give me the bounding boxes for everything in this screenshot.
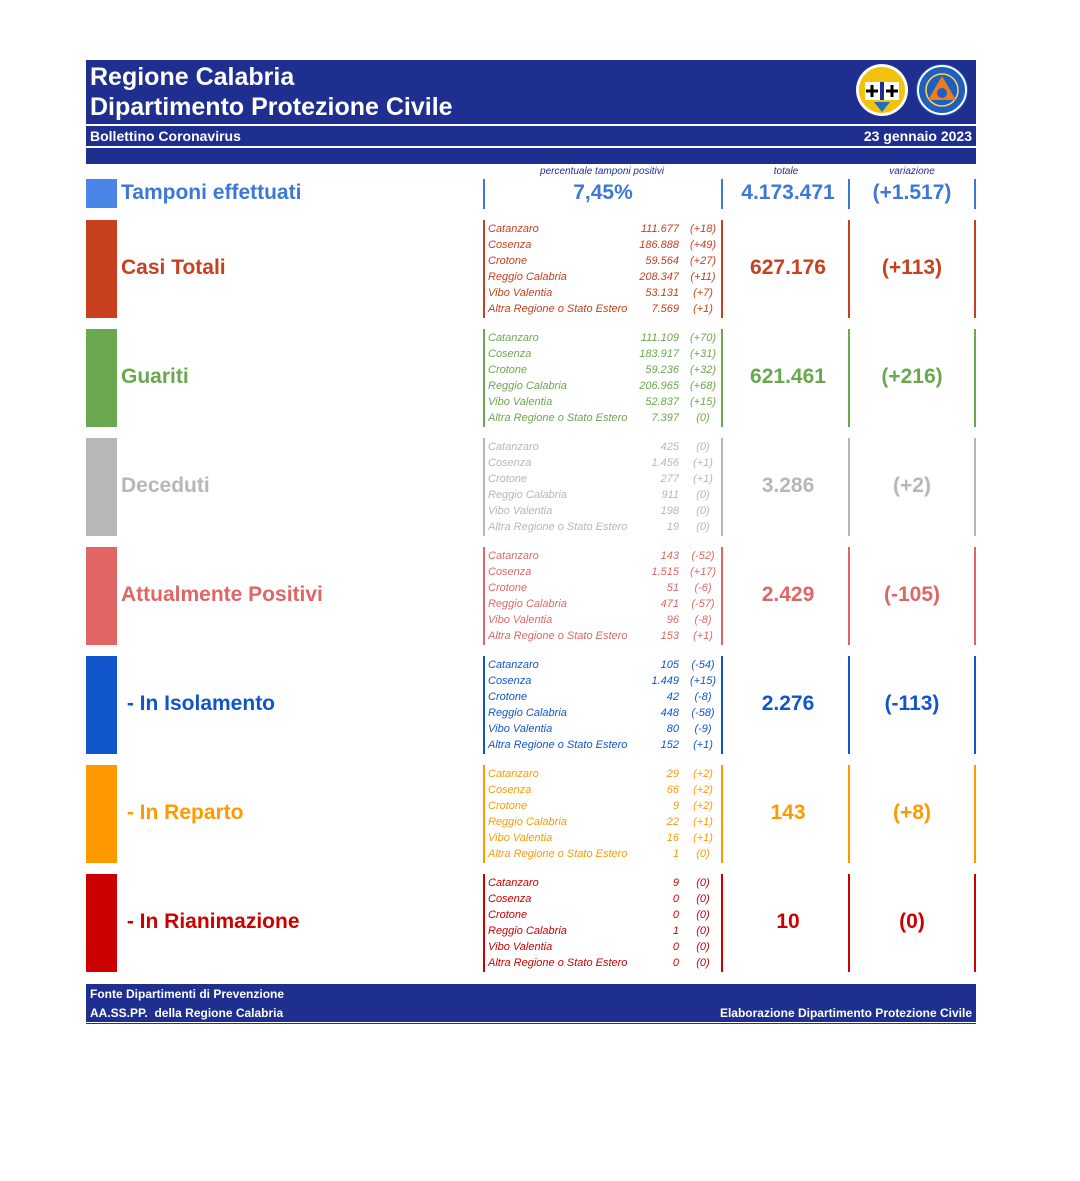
province-change: (+2) <box>693 784 713 796</box>
tests-label: Tamponi effettuati <box>121 181 302 204</box>
province-name: Altra Regione o Stato Estero <box>488 412 628 424</box>
province-line <box>488 612 723 628</box>
province-change: (0) <box>696 848 710 860</box>
stat-row <box>86 329 976 427</box>
province-change: (+27) <box>690 255 716 267</box>
province-change: (+15) <box>690 396 716 408</box>
province-line <box>488 378 723 394</box>
province-value: 425 <box>660 441 679 453</box>
province-name: Cosenza <box>488 566 532 578</box>
province-value: 1 <box>672 925 679 937</box>
province-value: 111.109 <box>640 332 679 344</box>
province-value: 1.449 <box>651 675 679 687</box>
province-change: (0) <box>696 893 710 905</box>
province-value: 59.236 <box>645 364 679 376</box>
province-change: (-6) <box>694 582 712 594</box>
province-line <box>488 269 723 285</box>
province-change: (-58) <box>691 707 715 719</box>
province-change: (+31) <box>690 348 716 360</box>
protezione-civile-logo-icon <box>916 64 968 116</box>
province-value: 198 <box>660 505 679 517</box>
province-breakdown <box>488 439 723 535</box>
province-line <box>488 737 723 753</box>
province-value: 0 <box>672 893 679 905</box>
province-change: (+70) <box>690 332 716 344</box>
province-name: Altra Regione o Stato Estero <box>488 630 628 642</box>
province-name: Reggio Calabria <box>488 598 567 610</box>
bulletin-title: Bollettino Coronavirus <box>90 128 241 144</box>
province-name: Catanzaro <box>488 877 539 889</box>
province-change: (-8) <box>694 691 712 703</box>
province-line <box>488 503 723 519</box>
province-name: Altra Regione o Stato Estero <box>488 521 628 533</box>
province-name: Crotone <box>488 691 528 703</box>
province-change: (+1) <box>693 473 713 485</box>
column-divider <box>483 329 485 427</box>
province-value: 206.965 <box>639 380 679 392</box>
province-change: (+11) <box>690 271 716 283</box>
province-line <box>488 923 723 939</box>
column-divider <box>974 220 976 318</box>
province-line <box>488 564 723 580</box>
province-value: 1.456 <box>651 457 679 469</box>
percent-column-header: percentuale tamponi positivi <box>540 166 664 177</box>
province-value: 111.677 <box>640 223 679 235</box>
province-name: Vibo Valentia <box>488 832 553 844</box>
province-value: 29 <box>666 768 679 780</box>
row-label: - In Reparto <box>121 801 244 824</box>
province-name: Cosenza <box>488 893 532 905</box>
province-name: Reggio Calabria <box>488 707 567 719</box>
province-line <box>488 237 723 253</box>
bulletin-date: 23 gennaio 2023 <box>863 128 972 144</box>
province-line <box>488 891 723 907</box>
column-divider <box>483 438 485 536</box>
province-value: 19 <box>666 521 679 533</box>
province-name: Catanzaro <box>488 441 539 453</box>
province-name: Vibo Valentia <box>488 941 553 953</box>
column-divider <box>721 179 723 209</box>
province-change: (+1) <box>693 457 713 469</box>
province-change: (0) <box>696 412 710 424</box>
row-label: Attualmente Positivi <box>121 583 323 606</box>
province-change: (+7) <box>693 287 713 299</box>
province-name: Catanzaro <box>488 332 539 344</box>
column-divider <box>974 438 976 536</box>
province-change: (0) <box>696 441 710 453</box>
province-name: Reggio Calabria <box>488 925 567 937</box>
row-total: 143 <box>770 801 806 824</box>
province-value: 1.515 <box>651 566 679 578</box>
province-line <box>488 846 723 862</box>
province-name: Cosenza <box>488 457 532 469</box>
province-line <box>488 596 723 612</box>
province-value: 153 <box>660 630 679 642</box>
title-department: Dipartimento Protezione Civile <box>90 93 453 121</box>
province-line <box>488 410 723 426</box>
province-change: (+18) <box>690 223 716 235</box>
province-change: (+15) <box>690 675 716 687</box>
province-name: Cosenza <box>488 784 532 796</box>
province-value: 0 <box>672 909 679 921</box>
source-line-2: AA.SS.PP. della Regione Calabria <box>90 1006 284 1020</box>
province-change: (+49) <box>690 239 716 251</box>
header-divider-bottom <box>86 146 976 148</box>
province-line <box>488 253 723 269</box>
row-variation: (-113) <box>884 692 940 715</box>
province-line <box>488 657 723 673</box>
stat-row <box>86 438 976 536</box>
row-label: - In Rianimazione <box>121 910 300 933</box>
row-color-marker <box>86 438 117 536</box>
province-name: Catanzaro <box>488 768 539 780</box>
tests-color-marker <box>86 179 117 208</box>
province-breakdown <box>488 766 723 862</box>
row-total: 627.176 <box>750 256 826 279</box>
province-change: (0) <box>696 909 710 921</box>
row-color-marker <box>86 547 117 645</box>
province-line <box>488 487 723 503</box>
row-color-marker <box>86 220 117 318</box>
province-value: 9 <box>672 800 679 812</box>
province-value: 16 <box>666 832 679 844</box>
province-name: Vibo Valentia <box>488 723 553 735</box>
stat-row <box>86 547 976 645</box>
province-breakdown <box>488 221 723 317</box>
row-label: - In Isolamento <box>121 692 276 715</box>
column-divider <box>974 656 976 754</box>
row-label: Guariti <box>121 365 189 388</box>
province-line <box>488 830 723 846</box>
column-divider <box>974 765 976 863</box>
province-line <box>488 285 723 301</box>
province-value: 105 <box>660 659 679 671</box>
province-value: 7.397 <box>651 412 679 424</box>
tests-variation: (+1.517) <box>872 181 952 204</box>
stat-row <box>86 220 976 318</box>
tests-row <box>86 179 976 209</box>
province-value: 186.888 <box>639 239 679 251</box>
province-change: (-8) <box>694 614 712 626</box>
column-divider <box>974 547 976 645</box>
province-line <box>488 721 723 737</box>
total-column-header: totale <box>773 166 799 177</box>
stat-row <box>86 874 976 972</box>
province-value: 911 <box>661 489 679 501</box>
province-change: (0) <box>696 505 710 517</box>
row-variation: (+8) <box>893 801 931 824</box>
header-banner <box>86 60 976 164</box>
province-change: (+68) <box>690 380 716 392</box>
province-change: (0) <box>696 521 710 533</box>
province-value: 152 <box>660 739 679 751</box>
row-total: 2.276 <box>761 692 815 715</box>
column-divider <box>974 329 976 427</box>
column-divider <box>483 874 485 972</box>
province-name: Crotone <box>488 364 528 376</box>
footer-divider <box>86 1022 976 1023</box>
variation-column-header: variazione <box>889 166 935 177</box>
province-change: (-52) <box>691 550 715 562</box>
province-line <box>488 330 723 346</box>
column-divider <box>974 874 976 972</box>
province-line <box>488 939 723 955</box>
province-name: Reggio Calabria <box>488 816 567 828</box>
province-change: (0) <box>696 925 710 937</box>
province-value: 277 <box>660 473 679 485</box>
footer-banner <box>86 984 976 1024</box>
province-name: Catanzaro <box>488 659 539 671</box>
province-line <box>488 798 723 814</box>
regione-calabria-coat-of-arms-icon <box>856 64 908 116</box>
province-name: Vibo Valentia <box>488 287 553 299</box>
province-value: 51 <box>666 582 679 594</box>
tests-total: 4.173.471 <box>741 181 835 204</box>
province-value: 183.917 <box>639 348 679 360</box>
province-change: (+1) <box>693 832 713 844</box>
province-name: Crotone <box>488 255 528 267</box>
province-value: 66 <box>666 784 679 796</box>
row-label: Deceduti <box>121 474 210 497</box>
province-value: 59.564 <box>645 255 679 267</box>
province-breakdown <box>488 330 723 426</box>
row-label: Casi Totali <box>121 256 226 279</box>
row-variation: (+113) <box>881 256 943 279</box>
province-name: Catanzaro <box>488 223 539 235</box>
province-name: Vibo Valentia <box>488 614 553 626</box>
province-change: (0) <box>696 957 710 969</box>
province-line <box>488 580 723 596</box>
province-line <box>488 628 723 644</box>
province-name: Cosenza <box>488 675 532 687</box>
province-change: (-54) <box>691 659 715 671</box>
province-change: (+32) <box>690 364 716 376</box>
province-line <box>488 548 723 564</box>
stat-row <box>86 765 976 863</box>
column-divider <box>974 179 976 209</box>
column-divider <box>483 547 485 645</box>
province-line <box>488 455 723 471</box>
row-total: 2.429 <box>761 583 815 606</box>
province-change: (-57) <box>691 598 715 610</box>
province-change: (0) <box>696 941 710 953</box>
province-line <box>488 394 723 410</box>
row-color-marker <box>86 765 117 863</box>
province-name: Vibo Valentia <box>488 505 553 517</box>
province-name: Catanzaro <box>488 550 539 562</box>
row-total: 3.286 <box>761 474 815 497</box>
province-change: (0) <box>696 489 710 501</box>
province-line <box>488 689 723 705</box>
province-name: Crotone <box>488 800 528 812</box>
province-line <box>488 705 723 721</box>
province-value: 0 <box>672 957 679 969</box>
province-change: (+1) <box>693 303 713 315</box>
column-divider <box>483 656 485 754</box>
province-name: Vibo Valentia <box>488 396 553 408</box>
province-name: Altra Regione o Stato Estero <box>488 957 628 969</box>
row-variation: (+2) <box>893 474 931 497</box>
province-line <box>488 471 723 487</box>
province-name: Altra Regione o Stato Estero <box>488 303 628 315</box>
province-value: 9 <box>672 877 679 889</box>
province-name: Crotone <box>488 582 528 594</box>
province-value: 52.837 <box>645 396 679 408</box>
province-change: (+1) <box>693 630 713 642</box>
province-value: 80 <box>666 723 679 735</box>
province-line <box>488 814 723 830</box>
column-divider <box>848 179 850 209</box>
province-value: 448 <box>660 707 679 719</box>
row-color-marker <box>86 329 117 427</box>
province-name: Reggio Calabria <box>488 271 567 283</box>
province-name: Altra Regione o Stato Estero <box>488 848 628 860</box>
province-line <box>488 955 723 971</box>
province-line <box>488 875 723 891</box>
province-value: 22 <box>666 816 679 828</box>
source-line-1: Fonte Dipartimenti di Prevenzione <box>90 987 285 1001</box>
province-value: 471 <box>660 598 679 610</box>
row-total: 10 <box>776 910 800 933</box>
province-line <box>488 766 723 782</box>
credit-line: Elaborazione Dipartimento Protezione Civile <box>719 1006 972 1020</box>
province-line <box>488 301 723 317</box>
title-region: Regione Calabria <box>90 63 295 91</box>
province-name: Cosenza <box>488 348 532 360</box>
province-line <box>488 907 723 923</box>
province-change: (+2) <box>693 768 713 780</box>
province-name: Altra Regione o Stato Estero <box>488 739 628 751</box>
province-line <box>488 221 723 237</box>
province-line <box>488 673 723 689</box>
province-change: (-9) <box>694 723 712 735</box>
province-change: (+17) <box>690 566 716 578</box>
row-variation: (+216) <box>881 365 943 388</box>
column-divider <box>483 220 485 318</box>
row-color-marker <box>86 656 117 754</box>
positivity-rate: 7,45% <box>573 181 633 204</box>
province-line <box>488 782 723 798</box>
province-breakdown <box>488 875 723 971</box>
province-line <box>488 362 723 378</box>
row-total: 621.461 <box>750 365 826 388</box>
province-name: Reggio Calabria <box>488 489 567 501</box>
row-variation: (0) <box>899 910 925 933</box>
province-name: Cosenza <box>488 239 532 251</box>
province-name: Reggio Calabria <box>488 380 567 392</box>
province-change: (0) <box>696 877 710 889</box>
province-value: 96 <box>666 614 679 626</box>
column-divider <box>483 179 485 209</box>
row-color-marker <box>86 874 117 972</box>
province-change: (+1) <box>693 816 713 828</box>
province-value: 53.131 <box>645 287 679 299</box>
province-breakdown <box>488 548 723 644</box>
province-value: 0 <box>672 941 679 953</box>
province-value: 7.569 <box>651 303 679 315</box>
province-change: (+2) <box>693 800 713 812</box>
stat-row <box>86 656 976 754</box>
province-value: 143 <box>660 550 679 562</box>
province-change: (+1) <box>693 739 713 751</box>
province-name: Crotone <box>488 473 528 485</box>
row-variation: (-105) <box>883 583 941 606</box>
province-line <box>488 519 723 535</box>
province-value: 42 <box>666 691 679 703</box>
province-line <box>488 439 723 455</box>
province-breakdown <box>488 657 723 753</box>
province-value: 208.347 <box>639 271 679 283</box>
province-name: Crotone <box>488 909 528 921</box>
province-value: 1 <box>672 848 679 860</box>
column-divider <box>483 765 485 863</box>
province-line <box>488 346 723 362</box>
